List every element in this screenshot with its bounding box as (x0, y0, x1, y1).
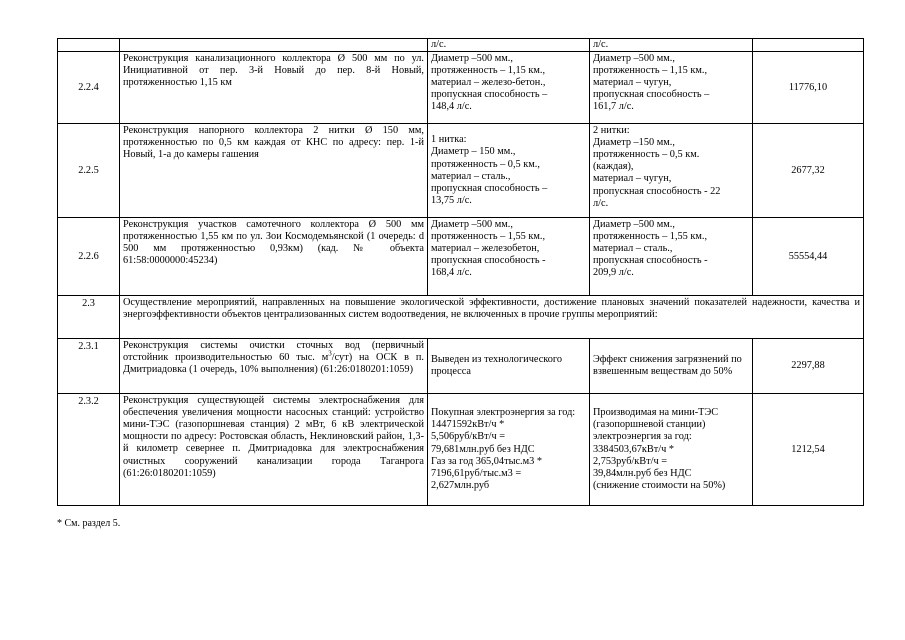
table-row (58, 394, 864, 506)
cell-before: 1 нитка: Диаметр – 150 мм., протяженность – 0,5 км., материал – сталь., пропускная способность – 13,75 л/с. (428, 124, 590, 218)
cell-num: 2.3 (58, 296, 120, 339)
cell-num: 2.2.5 (58, 124, 120, 218)
cell-after: 2 нитки: Диаметр –150 мм., протяженность – 0,5 км. (каждая), материал – чугун, пропускная способность - 22 л/с. (590, 124, 753, 218)
cell-before: Покупная электроэнергия за год: 14471592кВт/ч * 5,506руб/кВт/ч = 79,681млн.руб без НДС Газ за год 365,04тыс.м3 * 7196,61руб/тыс.м3 = 2,627млн.руб (428, 394, 590, 506)
table-row (58, 124, 864, 218)
cell-after: Эффект снижения загрязнений по взвешенным веществам до 50% (590, 339, 753, 394)
cell-description: Реконструкция канализационного коллектора Ø 500 мм по ул. Инициативной от пер. 3-й Новый до пер. 8-й Новый, протяженностью 1,15 км (120, 52, 428, 124)
cell-after: Производимая на мини-ТЭС (газопоршневой станции) электроэнергия за год: 3384503,67кВт/ч * 2,753руб/кВт/ч = 39,84млн.руб без НДС (снижение стоимости на 50%) (590, 394, 753, 506)
cell-after: л/с. (590, 39, 753, 52)
desc-part: Реконструкция системы очистки сточных вод (первичный отстойник производительностью 60 тыс. м (123, 340, 424, 364)
cell-section-text: Осуществление мероприятий, направленных на повышение экологической эффективности, достижение плановых значений показателей надежности, качества и энергоэффективности объектов централизованных систем водоотведения, не включенных в прочие группы мероприятий: (120, 296, 864, 339)
cell-before: Диаметр –500 мм., протяженность – 1,55 км., материал – железобетон, пропускная способность - 168,4 л/с. (428, 218, 590, 296)
cell-num: 2.2.4 (58, 52, 120, 124)
cell-cost: 55554,44 (753, 218, 864, 296)
table-section-row (58, 296, 864, 339)
cell-cost: 11776,10 (753, 52, 864, 124)
cell-description: Реконструкция напорного коллектора 2 нитки Ø 150 мм, протяженностью по 0,5 км каждая от КНС по адресу: пер. 1-й Новый, 1-а до камеры гашения (120, 124, 428, 218)
cell-cost: 2677,32 (753, 124, 864, 218)
cell-before: Диаметр –500 мм., протяженность – 1,15 км., материал – железо-бетон., пропускная способность – 148,4 л/с. (428, 52, 590, 124)
desc-part: /сут) на ОСК в п. Дмитриадовка (1 очередь, 10% выполнения) (61:26:0180201:1059) (123, 352, 425, 376)
measures-table (57, 38, 864, 506)
cell-num: 2.3.1 (58, 339, 120, 394)
table-row (58, 218, 864, 296)
cell-description (120, 339, 428, 394)
cell-description (120, 39, 428, 52)
table-row (58, 52, 864, 124)
desc-superscript: 3 (328, 349, 332, 358)
cell-cost: 1212,54 (753, 394, 864, 506)
cell-before: л/с. (428, 39, 590, 52)
cell-num: 2.3.2 (58, 394, 120, 506)
cell-cost: 2297,88 (753, 339, 864, 394)
table-row (58, 339, 864, 394)
cell-description: Реконструкция участков самотечного коллектора Ø 500 мм протяженностью 1,55 км по ул. Зои Космодемьянской (1 очередь: d 500 мм протяженностью 0,93км) (кад. № объекта 61:58:0000000:45234) (120, 218, 428, 296)
cell-before: Выведен из технологического процесса (428, 339, 590, 394)
cell-after: Диаметр –500 мм., протяженность – 1,55 км., материал – сталь., пропускная способность - 209,9 л/с. (590, 218, 753, 296)
cell-description: Реконструкция существующей системы электроснабжения для обеспечения увеличения мощности насосных станций: устройство мини-ТЭС (газопоршневая станция) 2 мВт, 6 кВ электрической мощности по адресу: Ростовская область, Неклиновский район, 1,3-й километр севернее п. Дмитриадовка для электроснабжения очистных сооружений канализации города Таганрога (61:26:0180201:1059) (120, 394, 428, 506)
cell-cost (753, 39, 864, 52)
table-row-continuation (58, 39, 864, 52)
cell-num (58, 39, 120, 52)
cell-num: 2.2.6 (58, 218, 120, 296)
cell-after: Диаметр –500 мм., протяженность – 1,15 км., материал – чугун, пропускная способность – 161,7 л/с. (590, 52, 753, 124)
footnote: * См. раздел 5. (57, 518, 121, 529)
